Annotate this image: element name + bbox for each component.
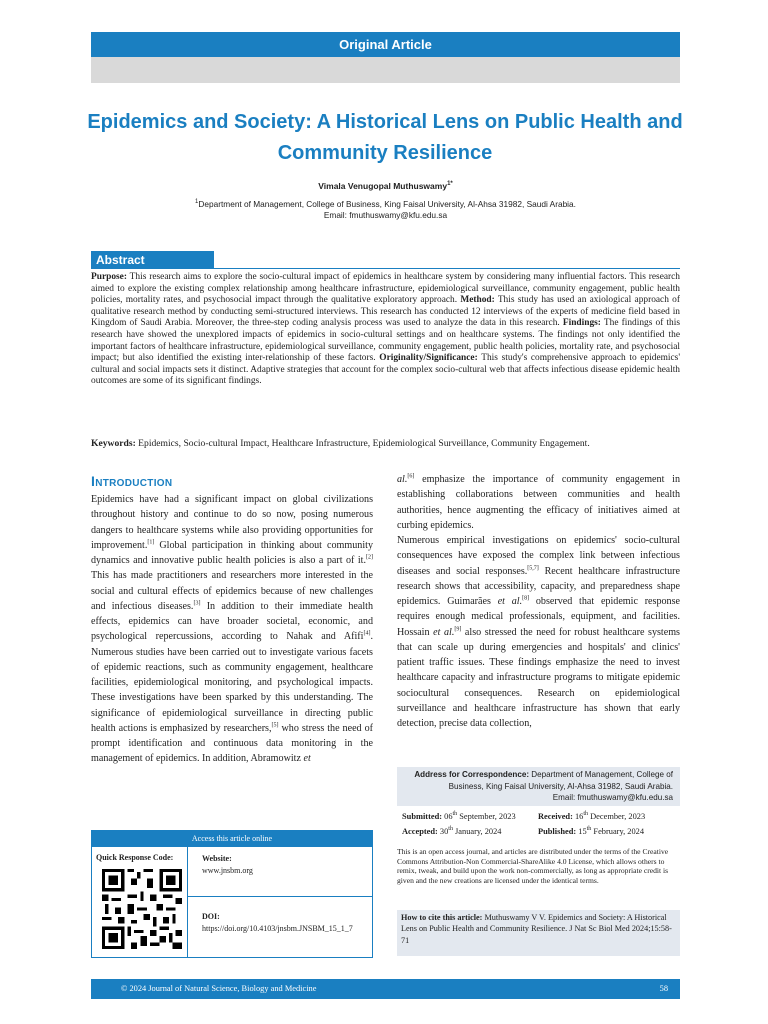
article-type-banner: Original Article (91, 32, 680, 57)
article-title: Epidemics and Society: A Historical Lens on Public Health and Community Resilience (87, 111, 683, 164)
access-online-box (91, 830, 373, 958)
journal-copyright: © 2024 Journal of Natural Science, Biology and Medicine (121, 984, 317, 993)
qr-label: Quick Response Code: (96, 853, 174, 862)
access-heading: Access this article online (92, 831, 372, 847)
keywords: Keywords: Epidemics, Socio-cultural Impact, Healthcare Infrastructure, Epidemiological Surveillance, Community Engagement. (91, 438, 590, 449)
doi-link[interactable]: https://doi.org/10.4103/jnsbm.JNSBM_15_1_7 (202, 924, 353, 933)
doi-label: DOI: (202, 912, 220, 921)
website-link[interactable]: www.jnsbm.org (202, 866, 253, 875)
website-panel (188, 847, 372, 897)
page-footer (91, 979, 680, 999)
introduction-heading: Introduction (91, 473, 173, 489)
page-number: 58 (659, 984, 668, 993)
abstract-body: Purpose: This research aims to explore the socio-cultural impact of epidemics in healthcare system by considering many influential factors. This research aimed to explore the existing complex relationship among healthcare infrastructure, epidemiological surveillance, community engagement, public health policies, mortality rates, and psychosocial impact through the qualitative exploratory approach. Method: This study has used an axiological approach of qualitative research method by conducting semi-structured interviews. This research has conducted 12 interviews of the experts of medicine field based in Kingdom of Saudi Arabia. Moreover, the three-step coding analysis process was used to analyze the data in this research. Findings: The findings of this research have showed the unexplored impacts of epidemics in socio-cultural settings and on healthcare systems. The findings not only identified the important factors of healthcare infrastructure, epidemiological surveillance, community engagement, public health policies, mortality rate, and psychosocial impact; but also identified the existing inter-relationship of these factors. Originality/Significance: This study's comprehensive approach to epidemics' cultural and social impacts sets it distinct. Adaptive strategies that account for the complex socio-cultural web that affects infectious disease epidemic health outcomes are some of its significant findings. (91, 272, 681, 387)
accepted-date: Accepted: 30th January, 2024 (402, 826, 502, 836)
citation-box: How to cite this article: Muthuswamy V V. Epidemics and Society: A Historical Lens on Public Health and Community Resilience. J Nat Sc Biol Med 2024;15:58-71 (397, 910, 680, 956)
license-text: This is an open access journal, and articles are distributed under the terms of the Creative Commons Attribution-Non Commercial-ShareAlike 4.0 License, which allows others to remix, tweak, and build upon the work non-commercially, as long as appropriate credit is given and the new creations are licensed under the identical terms. (397, 847, 669, 885)
submitted-date: Submitted: 06th September, 2023 (402, 811, 516, 821)
website-label: Website: (202, 854, 232, 863)
published-date: Published: 15th February, 2024 (538, 826, 645, 836)
received-date: Received: 16th December, 2023 (538, 811, 646, 821)
author-email: Email: fmuthuswamy@kfu.edu.sa (323, 210, 448, 220)
qr-code-icon[interactable] (102, 869, 182, 949)
affiliation: $^1$Department of Management, College of Business, King Faisal University, Al-Ahsa 31982, Saudi Arabia. Email: fmuthuswamy@kfu.edu.sa (91, 199, 680, 221)
correspondence-box: Address for Correspondence: Department of Management, College of Business, King Faisal University, Al-Ahsa 31982, Saudi Arabia. Email: fmuthuswamy@kfu.edu.sa (397, 767, 680, 806)
abstract-rule (214, 268, 680, 269)
correspondence-email: Email: fmuthuswamy@kfu.edu.sa (552, 793, 673, 803)
body-right-column: al.[6] emphasize the importance of community engagement in establishing collaborations between communities and health authorities, hence augmenting the efficacy of initiatives aimed at curbing epidemics. Numerous empirical investigations on epidemics' socio-cultural consequences have exposed the complex link between infectious diseases and social responses.[5,7] Recent healthcare infrastructure research shows that accessibility, capacity, and preparedness shape epidemics. Guimarães et al.[8] observed that epidemic response requires enough medical professionals, equipment, and facilities. Hossain et al.[9] also stressed the need for robust healthcare systems that can scale up during emergencies and hospitals' and clinics' patient traffic issues. These findings emphasize the need to invest healthcare capacity and infrastructure programs to mitigate epidemic sociocultural consequences. Research on epidemiological surveillance and healthcare infrastructure has shown that early detection, precise data collection, (397, 473, 681, 729)
qr-panel (92, 847, 188, 957)
body-left-column: Epidemics have had a significant impact on global civilizations throughout history and continue to do so now, posing numerous dangers to healthcare systems while also providing opportunities for improvement.[1] Global participation in thinking about community dynamics and innovative public health policies is also a part of it.[2] This has made practitioners and researchers more interested in the social and cultural effects of epidemics because of new challenges and infectious diseases.[3] In addition to their immediate health effects, epidemics can have broader societal, economic, and psychological repercussions, according to Nahak and Afifi[4]. Numerous studies have been carried out to investigate various facets of epidemic reactions, such as community engagement, healthcare facilities, epidemiological monitoring, and psychological impacts. These investigations have been sparked by this understanding. The significance of epidemiological surveillance in directing public health actions is emphasized by researchers,[5] who stress the need of prompt identification and continuous data monitoring in the management of epidemics. In addition, Abramowitz et (91, 494, 373, 765)
abstract-heading: Abstract (91, 251, 214, 269)
header-gray-strip (91, 57, 680, 83)
author-name: Vimala Venugopal Muthuswamy$^{1*}$ (318, 181, 453, 191)
doi-panel (188, 897, 372, 957)
